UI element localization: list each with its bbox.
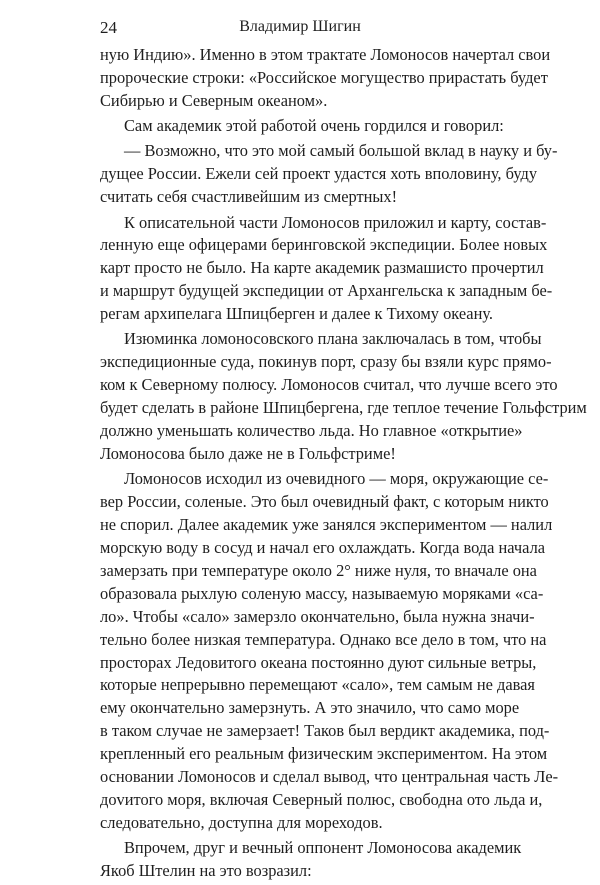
text-line: регам архипелага Шпицберген и далее к Тихому океану. (100, 304, 493, 324)
text-line: морскую воду в сосуд и начал его охлаждать. Когда вода начала (100, 537, 546, 557)
text-line: следовательно, доступна для мореходов. (100, 812, 383, 832)
text-line: просторах Ледовитого океана постоянно дуют сильные ветры, (100, 652, 537, 672)
text-line: Впрочем, друг и вечный оппонент Ломоносова академик (124, 838, 522, 858)
text-line: вер России, соленые. Это был очевидный факт, с которым никто (100, 492, 549, 512)
text-line: будет сделать в районе Шпицбергена, где теплое течение Гольфстрим (100, 398, 587, 418)
paragraph (100, 140, 558, 209)
text-line: К описательной части Ломоносов приложил и карту, состав- (124, 212, 547, 232)
text-line: ком к Северному полюсу. Ломоносов считал, что лучше всего это (100, 375, 558, 395)
text-line: которые непрерывно перемещают «сало», тем самым не давая (100, 675, 535, 695)
text-line: ло». Чтобы «сало» замерзло окончательно, была нужна значи- (100, 606, 535, 626)
text-line: ему окончательно замерзнуть. А это значило, что само море (100, 698, 520, 718)
text-line: замерзать при температуре около 2° ниже нуля, то вначале она (100, 560, 537, 580)
text-line: дущее России. Ежели сей проект удастся хоть вполовину, буду (100, 164, 538, 184)
text-line: Сибирью и Северным океаном». (100, 90, 328, 110)
text-line: карт просто не было. На карте академик размашисто прочертил (100, 258, 544, 278)
text-line: — Возможно, что это мой самый большой вклад в науку и бу- (124, 141, 558, 161)
text-line: ную Индию». Именно в этом трактате Ломоносов начертал свои (100, 45, 551, 64)
text-line: дovитого моря, включая Северный полюс, свободна ото льда и, (100, 789, 543, 809)
text-line: Якоб Штелин на это возразил: (100, 861, 312, 881)
text-line: не спорил. Далее академик уже занялся экспериментом — налил (100, 515, 553, 535)
paragraph (100, 837, 522, 883)
text-line: считать себя счастливейшим из смертных! (100, 187, 398, 207)
text-line: Ломоносов исходил из очевидного — моря, окружающие се- (124, 469, 549, 489)
text-line: крепленный его реальным физическим экспериментом. На этом (100, 744, 548, 764)
text-line: в таком случае не замерзает! Таков был вердикт академика, под- (100, 721, 550, 741)
text-line: Сам академик этой работой очень гордился и говорил: (124, 116, 504, 136)
text-line: и маршрут будущей экспедиции от Архангельска к западным бе- (100, 281, 553, 301)
paragraph (100, 44, 551, 113)
text-line: ленную еще офицерами беринговской экспедиции. Более новых (100, 235, 548, 255)
text-line: должно уменьшать количество льда. Но главное «открытие» (100, 421, 523, 441)
text-line: Изюминка ломоносовского плана заключалась в том, чтобы (124, 329, 542, 349)
text-line: образовала рыхлую соленую массу, называемую моряками «са- (100, 583, 544, 603)
running-head-author: Владимир Шигин (239, 18, 361, 35)
paragraph (100, 328, 587, 465)
page-number: 24 (100, 18, 117, 37)
text-line: Ломоносова было даже не в Гольфстриме! (100, 443, 396, 463)
text-line: основании Ломоносов и сделал вывод, что центральная часть Ле- (100, 767, 559, 787)
text-line: экспедиционные суда, покинув порт, сразу бы взяли курс прямо- (100, 352, 552, 372)
text-line: тельно более низкая температура. Однако все дело в том, что на (100, 629, 547, 649)
paragraph (100, 212, 553, 327)
paragraph (100, 115, 504, 138)
paragraph (100, 468, 559, 835)
text-line: пророческие строки: «Российское могущество прирастать будет (100, 67, 548, 87)
body-text (100, 44, 587, 885)
running-head (100, 18, 500, 42)
